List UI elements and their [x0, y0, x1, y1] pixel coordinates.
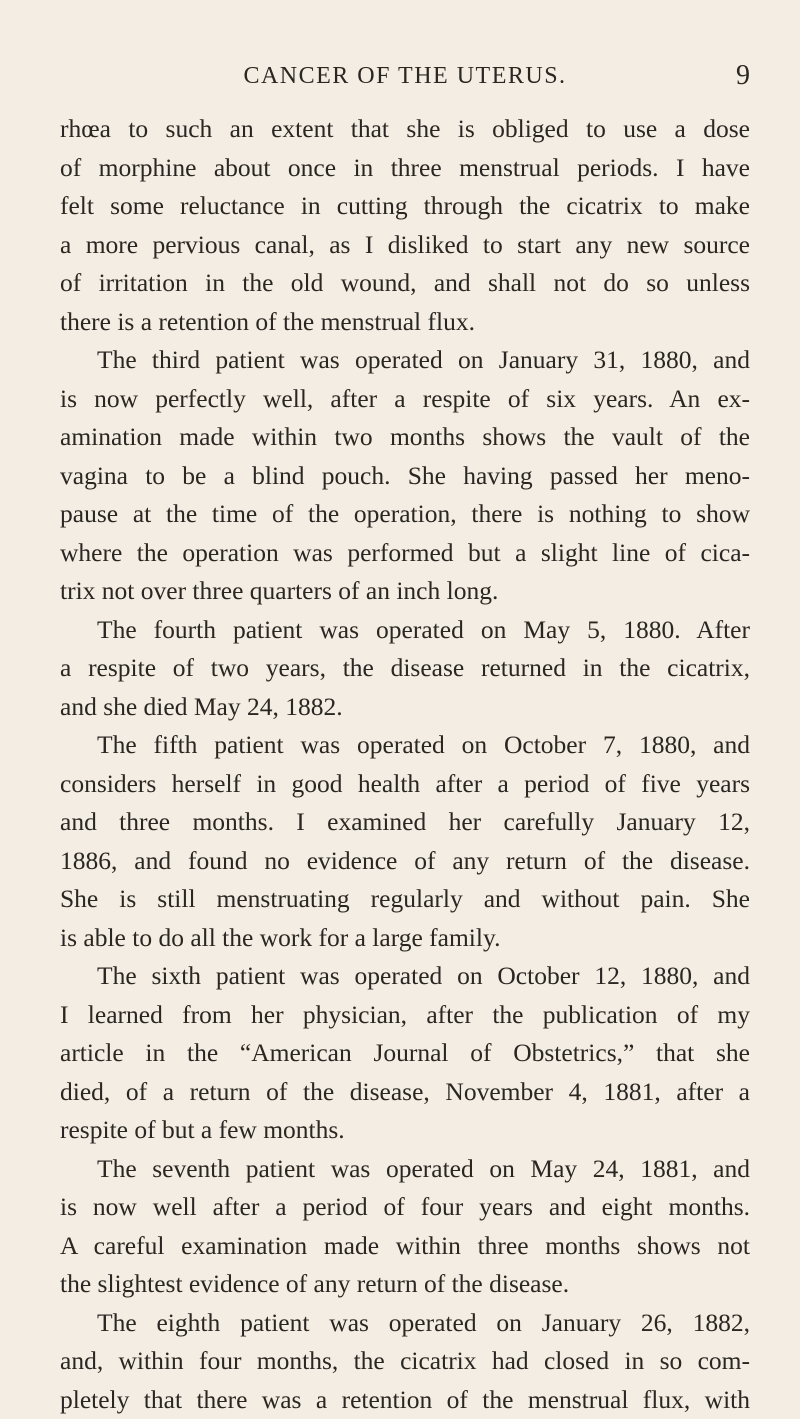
text-line: pause at the time of the operation, there is nothing to show: [60, 495, 750, 534]
text-line: The eighth patient was operated on January 26, 1882,: [60, 1304, 750, 1343]
text-line: the slightest evidence of any return of the disease.: [60, 1265, 750, 1304]
text-line: 1886, and found no evidence of any return of the disease.: [60, 842, 750, 881]
text-line: The sixth patient was operated on October 12, 1880, and: [60, 957, 750, 996]
text-line: and three months. I examined her carefully January 12,: [60, 803, 750, 842]
text-line: a respite of two years, the disease returned in the cicatrix,: [60, 649, 750, 688]
page-number: 9: [736, 56, 750, 96]
text-line: is now well after a period of four years and eight months.: [60, 1188, 750, 1227]
text-line: respite of but a few months.: [60, 1111, 750, 1150]
text-line: The third patient was operated on January 31, 1880, and: [60, 341, 750, 380]
text-line: where the operation was performed but a slight line of cica-: [60, 534, 750, 573]
text-line: amination made within two months shows the vault of the: [60, 418, 750, 457]
text-line: and, within four months, the cicatrix had closed in so com-: [60, 1342, 750, 1381]
text-line: A careful examination made within three months shows not: [60, 1227, 750, 1266]
text-line: The fifth patient was operated on October 7, 1880, and: [60, 726, 750, 765]
text-line: of irritation in the old wound, and shall not do so unless: [60, 264, 750, 303]
text-line: a more pervious canal, as I disliked to start any new source: [60, 226, 750, 265]
text-line: considers herself in good health after a period of five years: [60, 765, 750, 804]
running-title: CANCER OF THE UTERUS.: [60, 56, 750, 96]
text-line: pletely that there was a retention of the menstrual flux, with: [60, 1381, 750, 1419]
text-line: rhœa to such an extent that she is obliged to use a dose: [60, 110, 750, 149]
text-line: trix not over three quarters of an inch long.: [60, 572, 750, 611]
text-line: died, of a return of the disease, November 4, 1881, after a: [60, 1073, 750, 1112]
running-head: [60, 56, 750, 96]
text-line: and she died May 24, 1882.: [60, 688, 750, 727]
text-line: The fourth patient was operated on May 5, 1880. After: [60, 611, 750, 650]
text-line: The seventh patient was operated on May 24, 1881, and: [60, 1150, 750, 1189]
text-line: there is a retention of the menstrual flux.: [60, 303, 750, 342]
text-line: She is still menstruating regularly and without pain. She: [60, 880, 750, 919]
body-text: [60, 110, 750, 1419]
text-line: is now perfectly well, after a respite of six years. An ex-: [60, 380, 750, 419]
text-line: article in the “American Journal of Obstetrics,” that she: [60, 1034, 750, 1073]
text-line: felt some reluctance in cutting through the cicatrix to make: [60, 187, 750, 226]
text-line: is able to do all the work for a large family.: [60, 919, 750, 958]
text-line: vagina to be a blind pouch. She having passed her meno-: [60, 457, 750, 496]
text-line: of morphine about once in three menstrual periods. I have: [60, 149, 750, 188]
text-line: I learned from her physician, after the publication of my: [60, 996, 750, 1035]
